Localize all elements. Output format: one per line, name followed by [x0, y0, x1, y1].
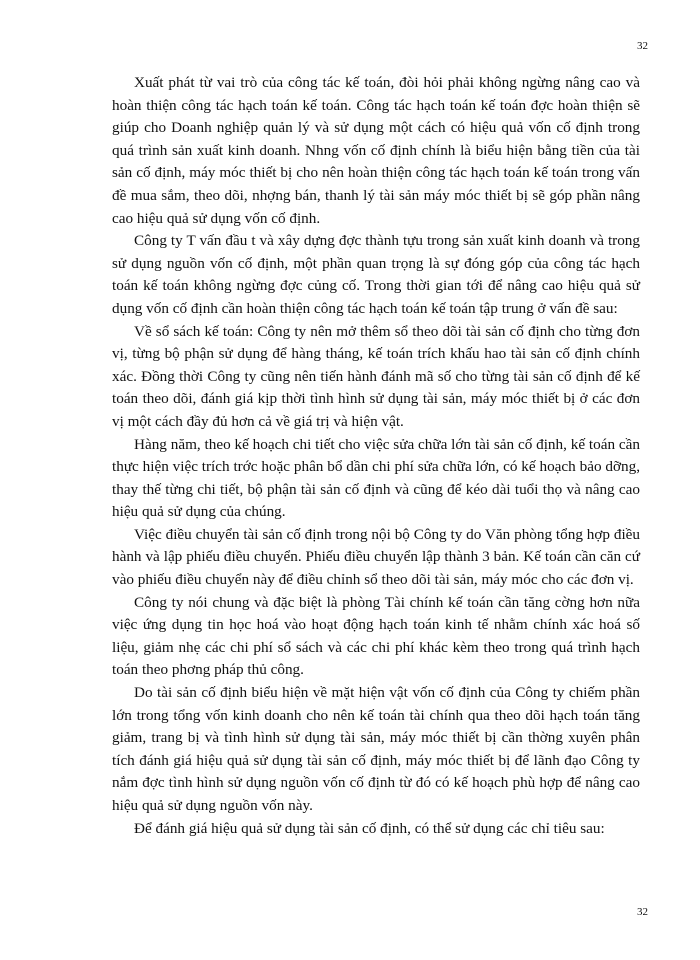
paragraph: Công ty nói chung và đặc biệt là phòng Tài chính kế toán cần tăng cờng hơn nữa việc ứng dụng tin học hoá vào hoạt động hạch toán kinh tế nhằm chính xác hoá số liệu, giảm nhẹ các chi phí sổ sách và các chi phí khác kèm theo trong quá trình hạch toán theo phơng pháp thủ công.	[112, 593, 640, 679]
page-number-bottom: 32	[637, 906, 648, 918]
page-number-top: 32	[637, 40, 648, 52]
paragraph: Xuất phát từ vai trò của công tác kế toán, đòi hỏi phải không ngừng nâng cao và hoàn thiện công tác hạch toán kế toán. Công tác hạch toán kế toán đợc hoàn thiện sẽ giúp cho Doanh nghiệp quản lý và sử dụng một cách có hiệu quả vốn cố định trong quá trình sản xuất kinh doanh. Nhng vốn cố định chính là biểu hiện bằng tiền của tài sản cố định, máy móc thiết bị cho nên hoàn thiện công tác hạch toán kế toán trong vấn đề mua sắm, theo dõi, nhợng bán, thanh lý tài sản máy móc thiết bị sẽ góp phần nâng cao hiệu quả sử dụng vốn cố định.	[112, 74, 640, 227]
paragraph: Do tài sản cố định biểu hiện về mặt hiện vật vốn cố định của Công ty chiếm phần lớn trong tổng vốn kinh doanh cho nên kế toán tài chính qua theo dõi hạch toán tăng giảm, trang bị và tình hình sử dụng tài sản, máy móc thiết bị cần thờng xuyên phân tích đánh giá hiệu quả sử dụng tài sản cố định, máy móc thiết bị để lãnh đạo Công ty nắm đợc tình hình sử dụng nguồn vốn cố định từ đó có kế hoạch phù hợp để nâng cao hiệu quả sử dụng nguồn vốn này.	[112, 684, 640, 814]
body-text	[112, 72, 640, 840]
paragraph: Việc điều chuyển tài sản cố định trong nội bộ Công ty do Văn phòng tổng hợp điều hành và lập phiếu điều chuyển. Phiếu điều chuyển lập thành 3 bản. Kế toán cần căn cứ vào phiếu điều chuyển này để điều chỉnh sổ theo dõi tài sản, máy móc cho các đơn vị.	[112, 525, 640, 589]
paragraph: Để đánh giá hiệu quả sử dụng tài sản cố định, có thể sử dụng các chỉ tiêu sau:	[134, 819, 605, 837]
paragraph: Hàng năm, theo kế hoạch chi tiết cho việc sửa chữa lớn tài sản cố định, kế toán cần thực hiện việc trích trớc hoặc phân bổ dần chi phí sửa chữa lớn, có kế hoạch bảo dỡng, thay thế từng chi tiết, bộ phận tài sản cố định và cũng để kéo dài tuổi thọ và nâng cao hiệu quả sử dụng của chúng.	[112, 435, 640, 521]
paragraph: Công ty T vấn đầu t và xây dựng đợc thành tựu trong sản xuất kinh doanh và trong sử dụng nguồn vốn cố định, một phần quan trọng là sự đóng góp của công tác hạch toán kế toán không ngừng đợc củng cố. Trong thời gian tới để nâng cao hiệu quả sử dụng vốn cố định cần hoàn thiện công tác hạch toán kế toán tập trung ở vấn đề sau:	[112, 232, 640, 317]
paragraph: Về sổ sách kế toán: Công ty nên mở thêm sổ theo dõi tài sản cố định cho từng đơn vị, từng bộ phận sử dụng để hàng tháng, kế toán trích khấu hao tài sản cố định chính xác. Đồng thời Công ty cũng nên tiến hành đánh mã số cho từng tài sản cố định để kế toán theo dõi, đánh giá kịp thời tình hình sử dụng tài sản, máy móc thiết bị ở các đơn vị một cách đầy đủ hơn cả về giá trị và hiện vật.	[112, 322, 640, 430]
